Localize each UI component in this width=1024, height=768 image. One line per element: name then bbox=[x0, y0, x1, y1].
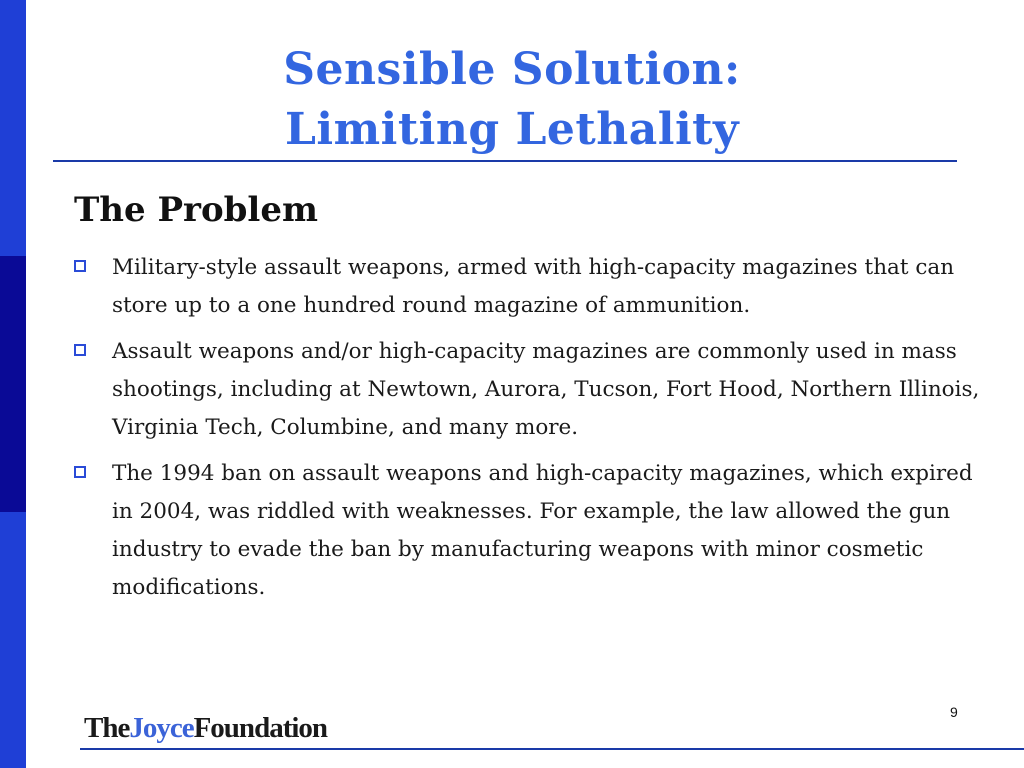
bullet-text: Military-style assault weapons, armed with high-capacity magazines that can store up to a one hundred round magazine of ammunition. bbox=[112, 255, 955, 318]
title-line-2: Limiting Lethality bbox=[284, 104, 740, 155]
page-number: 9 bbox=[950, 704, 958, 720]
bullet-list bbox=[74, 249, 984, 615]
title-line-1: Sensible Solution: bbox=[283, 44, 741, 95]
square-bullet-icon bbox=[74, 344, 86, 356]
list-item bbox=[74, 249, 984, 325]
accent-bar-middle bbox=[0, 256, 26, 512]
slide-title bbox=[0, 40, 1024, 160]
bullet-text: Assault weapons and/or high-capacity magazines are commonly used in mass shootings, including at Newtown, Aurora, Tucson, Fort Hood, Northern Illinois, Virginia Tech, Columbine, and many more. bbox=[112, 339, 980, 440]
list-item bbox=[74, 455, 984, 607]
bullet-text: The 1994 ban on assault weapons and high-capacity magazines, which expired in 2004, was riddled with weaknesses. For example, the law allowed the gun industry to evade the ban by manufacturing weapons with minor cosmetic modifications. bbox=[112, 461, 973, 600]
footer-divider bbox=[80, 748, 1024, 750]
logo-the: The bbox=[84, 712, 130, 744]
section-heading: The Problem bbox=[74, 190, 318, 230]
list-item bbox=[74, 333, 984, 447]
logo-foundation: Foundation bbox=[193, 712, 328, 744]
logo-joyce: Joyce bbox=[129, 712, 194, 744]
accent-bar-bottom bbox=[0, 512, 26, 768]
square-bullet-icon bbox=[74, 466, 86, 478]
square-bullet-icon bbox=[74, 260, 86, 272]
title-divider bbox=[53, 160, 957, 162]
joyce-foundation-logo bbox=[84, 712, 327, 745]
